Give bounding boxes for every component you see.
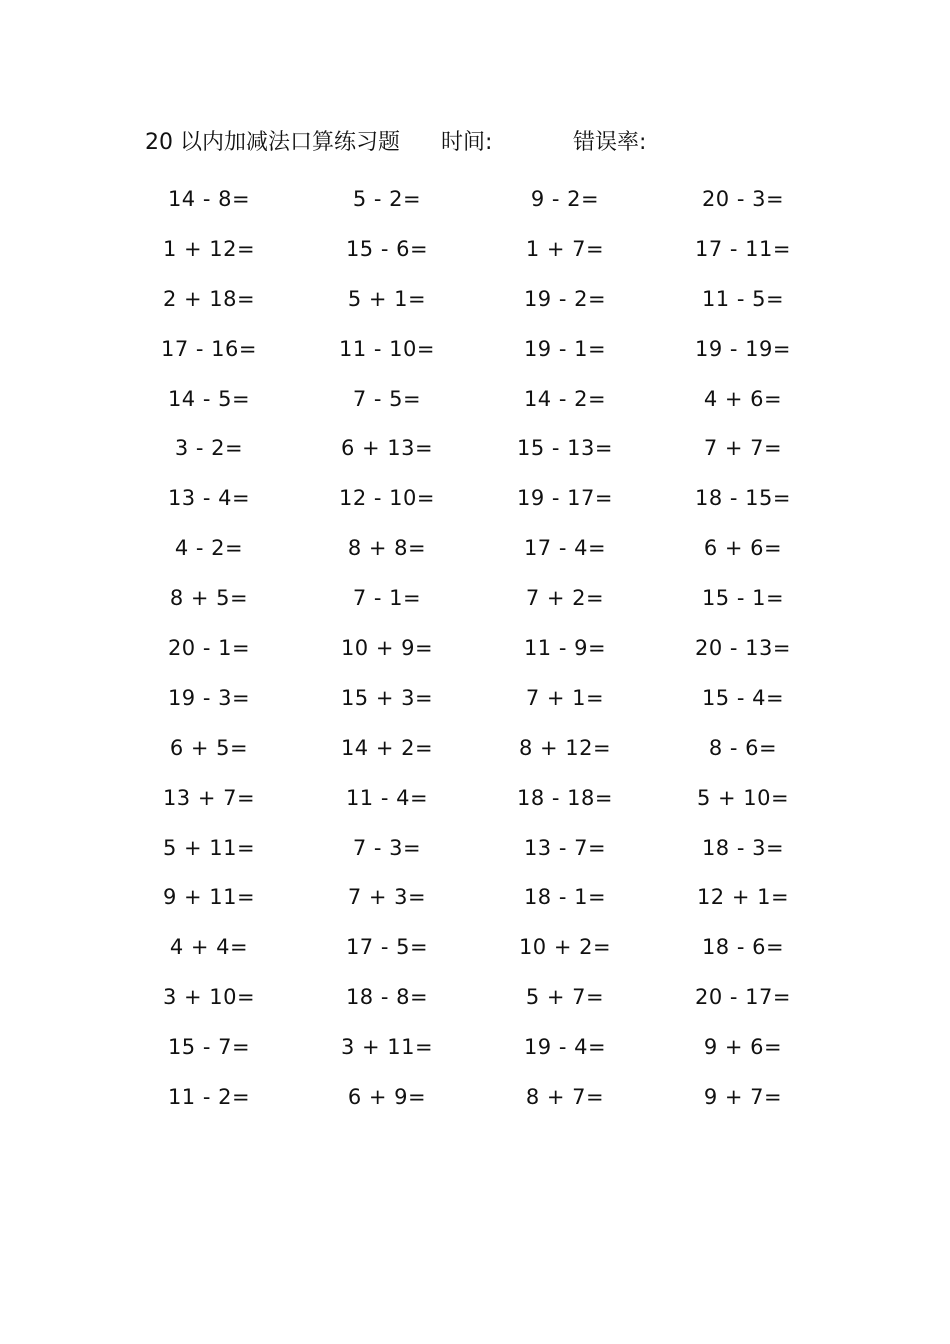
problem-row: [120, 872, 840, 922]
time-label: 时间:: [441, 130, 493, 155]
arithmetic-problem: 13 - 4=: [167, 486, 251, 511]
arithmetic-problem: 11 - 10=: [339, 336, 435, 361]
arithmetic-problem: 17 - 16=: [161, 336, 257, 361]
arithmetic-problem: 9 + 7=: [703, 1084, 783, 1109]
problem-row: [120, 274, 840, 324]
arithmetic-problem: 19 - 2=: [523, 286, 607, 311]
problem-row: [120, 723, 840, 773]
problem-row: [120, 224, 840, 274]
arithmetic-problem: 12 + 1=: [696, 885, 790, 910]
problem-row: [120, 523, 840, 573]
arithmetic-problem: 19 - 4=: [523, 1035, 607, 1060]
arithmetic-problem: 7 + 3=: [347, 885, 427, 910]
arithmetic-problem: 11 - 4=: [345, 785, 429, 810]
arithmetic-problem: 7 + 2=: [525, 586, 605, 611]
arithmetic-problem: 15 - 13=: [517, 436, 613, 461]
arithmetic-problem: 18 - 8=: [345, 985, 429, 1010]
arithmetic-problem: 20 - 3=: [701, 186, 785, 211]
worksheet-title: 20 以内加减法口算练习题: [145, 130, 400, 155]
arithmetic-problem: 14 - 5=: [167, 386, 251, 411]
arithmetic-problem: 18 - 6=: [701, 935, 785, 960]
problem-row: [120, 573, 840, 623]
arithmetic-problem: 8 + 7=: [525, 1084, 605, 1109]
arithmetic-problem: 11 - 5=: [701, 286, 785, 311]
problem-row: [120, 1022, 840, 1072]
arithmetic-problem: 19 - 1=: [523, 336, 607, 361]
problem-row: [120, 922, 840, 972]
arithmetic-problem: 3 + 11=: [340, 1035, 434, 1060]
worksheet-header: [145, 126, 845, 160]
arithmetic-problem: 10 + 9=: [340, 635, 434, 660]
arithmetic-problem: 19 - 3=: [167, 685, 251, 710]
arithmetic-problem: 15 + 3=: [340, 685, 434, 710]
arithmetic-problem: 7 + 1=: [525, 685, 605, 710]
arithmetic-problem: 17 - 5=: [345, 935, 429, 960]
arithmetic-problem: 15 - 6=: [345, 236, 429, 261]
arithmetic-problem: 14 - 2=: [523, 386, 607, 411]
problem-row: [120, 324, 840, 374]
arithmetic-problem: 4 - 2=: [174, 536, 244, 561]
arithmetic-problem: 11 - 2=: [167, 1084, 251, 1109]
arithmetic-problem: 20 - 13=: [695, 635, 791, 660]
problem-row: [120, 423, 840, 473]
arithmetic-problem: 18 - 15=: [695, 486, 791, 511]
arithmetic-problem: 14 - 8=: [167, 186, 251, 211]
arithmetic-problem: 8 + 5=: [169, 586, 249, 611]
arithmetic-problem: 9 + 11=: [162, 885, 256, 910]
problem-row: [120, 1072, 840, 1122]
arithmetic-problem: 8 + 12=: [518, 735, 612, 760]
arithmetic-problem: 19 - 17=: [517, 486, 613, 511]
arithmetic-problem: 10 + 2=: [518, 935, 612, 960]
arithmetic-problem: 5 + 10=: [696, 785, 790, 810]
arithmetic-problem: 3 + 10=: [162, 985, 256, 1010]
arithmetic-problem: 7 + 7=: [703, 436, 783, 461]
arithmetic-problem: 5 + 7=: [525, 985, 605, 1010]
arithmetic-problem: 12 - 10=: [339, 486, 435, 511]
arithmetic-problem: 15 - 1=: [701, 586, 785, 611]
problem-grid: [120, 174, 840, 1122]
arithmetic-problem: 11 - 9=: [523, 635, 607, 660]
arithmetic-problem: 18 - 1=: [523, 885, 607, 910]
error-rate-label: 错误率:: [573, 130, 647, 155]
arithmetic-problem: 7 - 5=: [352, 386, 422, 411]
arithmetic-problem: 18 - 18=: [517, 785, 613, 810]
arithmetic-problem: 6 + 13=: [340, 436, 434, 461]
problem-row: [120, 623, 840, 673]
problem-row: [120, 673, 840, 723]
arithmetic-problem: 7 - 1=: [352, 586, 422, 611]
arithmetic-problem: 6 + 6=: [703, 536, 783, 561]
arithmetic-problem: 8 - 6=: [708, 735, 778, 760]
arithmetic-problem: 19 - 19=: [695, 336, 791, 361]
arithmetic-problem: 9 - 2=: [530, 186, 600, 211]
problem-row: [120, 773, 840, 823]
arithmetic-problem: 20 - 17=: [695, 985, 791, 1010]
arithmetic-problem: 13 + 7=: [162, 785, 256, 810]
problem-row: [120, 174, 840, 224]
arithmetic-problem: 18 - 3=: [701, 835, 785, 860]
arithmetic-problem: 6 + 5=: [169, 735, 249, 760]
arithmetic-problem: 9 + 6=: [703, 1035, 783, 1060]
problem-row: [120, 473, 840, 523]
arithmetic-problem: 4 + 6=: [703, 386, 783, 411]
arithmetic-problem: 2 + 18=: [162, 286, 256, 311]
arithmetic-problem: 5 - 2=: [352, 186, 422, 211]
arithmetic-problem: 15 - 7=: [167, 1035, 251, 1060]
problem-row: [120, 374, 840, 424]
arithmetic-problem: 3 - 2=: [174, 436, 244, 461]
arithmetic-problem: 1 + 12=: [162, 236, 256, 261]
arithmetic-problem: 5 + 1=: [347, 286, 427, 311]
arithmetic-problem: 17 - 4=: [523, 536, 607, 561]
arithmetic-problem: 8 + 8=: [347, 536, 427, 561]
arithmetic-problem: 4 + 4=: [169, 935, 249, 960]
arithmetic-problem: 14 + 2=: [340, 735, 434, 760]
problem-row: [120, 972, 840, 1022]
arithmetic-problem: 17 - 11=: [695, 236, 791, 261]
problem-row: [120, 823, 840, 873]
arithmetic-problem: 1 + 7=: [525, 236, 605, 261]
arithmetic-problem: 6 + 9=: [347, 1084, 427, 1109]
arithmetic-problem: 7 - 3=: [352, 835, 422, 860]
arithmetic-problem: 13 - 7=: [523, 835, 607, 860]
arithmetic-problem: 5 + 11=: [162, 835, 256, 860]
arithmetic-problem: 20 - 1=: [167, 635, 251, 660]
arithmetic-problem: 15 - 4=: [701, 685, 785, 710]
